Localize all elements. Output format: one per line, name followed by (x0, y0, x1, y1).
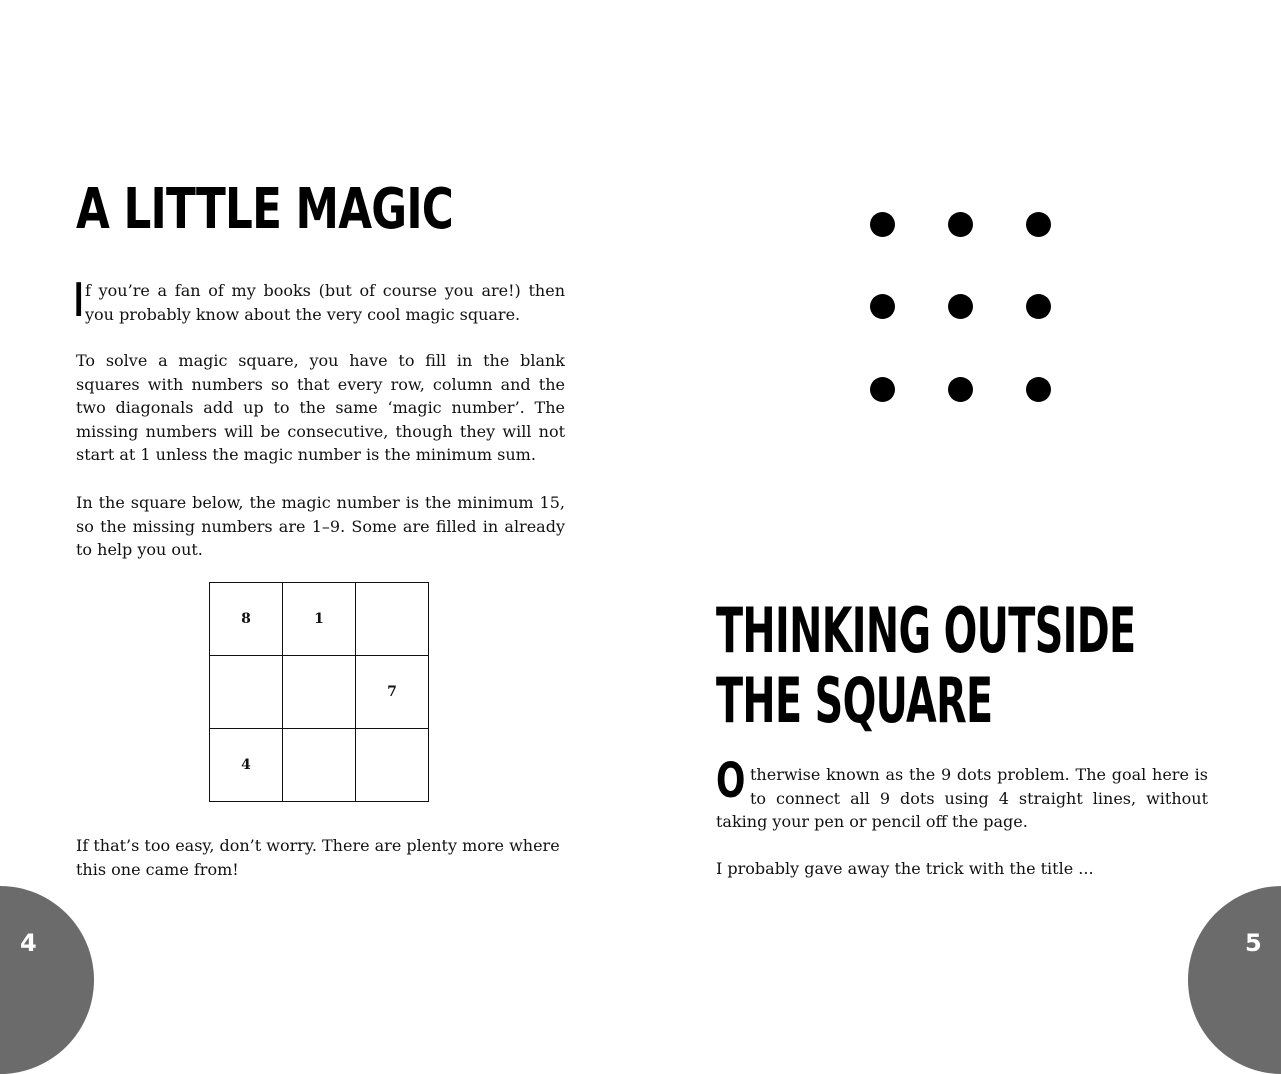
puzzle-dot (870, 377, 895, 402)
left-page-title: A LITTLE MAGIC (76, 177, 454, 242)
right-intro-paragraph (716, 753, 1208, 834)
magic-square-cell: 8 (210, 583, 283, 656)
drop-cap: O (716, 753, 746, 809)
puzzle-dot (870, 212, 895, 237)
drop-cap: I (74, 273, 84, 327)
nine-dots-puzzle (870, 212, 1052, 404)
magic-square-cell (210, 656, 283, 729)
left-closing-paragraph: If that’s too easy, don’t worry. There are plenty more where this one came from! (76, 836, 560, 879)
magic-square-cell: 7 (356, 656, 429, 729)
puzzle-dot (1026, 377, 1051, 402)
left-page (0, 0, 640, 980)
magic-square-row (210, 583, 429, 656)
page-tab-left (0, 886, 94, 1074)
magic-square-cell (356, 729, 429, 802)
puzzle-dot (1026, 294, 1051, 319)
magic-square-row (210, 729, 429, 802)
puzzle-dot (948, 294, 973, 319)
right-page-title: THINKING OUTSIDE THE SQUARE (716, 594, 1136, 737)
puzzle-dot (948, 377, 973, 402)
magic-square-row (210, 656, 429, 729)
left-paragraph-2: To solve a magic square, you have to fill in the blank squares with numbers so that every row, column and the two diagonals add up to the same ‘magic number’. The missing numbers will be consecutive, though they will not start at 1 unless the magic number is the minimum sum. (76, 351, 565, 464)
right-intro-text: therwise known as the 9 dots problem. The goal here is to connect all 9 dots using 4 straight lines, without taking your pen or pencil off the page. (716, 765, 1208, 831)
magic-square-cell (356, 583, 429, 656)
puzzle-dot (1026, 212, 1051, 237)
left-paragraph-3: In the square below, the magic number is the minimum 15, so the missing numbers are 1–9. Some are filled in already to help you out. (76, 493, 565, 559)
page-tab-right (1188, 886, 1281, 1074)
left-intro-paragraph (74, 273, 565, 327)
left-intro-text: f you’re a fan of my books (but of course you are!) then you probably know about the very cool magic square. (85, 281, 565, 324)
magic-square (209, 582, 429, 802)
magic-square-cell (283, 729, 356, 802)
page-number-right: 5 (1245, 929, 1262, 957)
puzzle-dot (948, 212, 973, 237)
magic-square-cell (283, 656, 356, 729)
puzzle-dot (870, 294, 895, 319)
magic-square-cell: 4 (210, 729, 283, 802)
magic-square-cell: 1 (283, 583, 356, 656)
right-page (640, 0, 1281, 980)
right-paragraph-2: I probably gave away the trick with the title ... (716, 859, 1094, 878)
page-number-left: 4 (20, 929, 37, 957)
